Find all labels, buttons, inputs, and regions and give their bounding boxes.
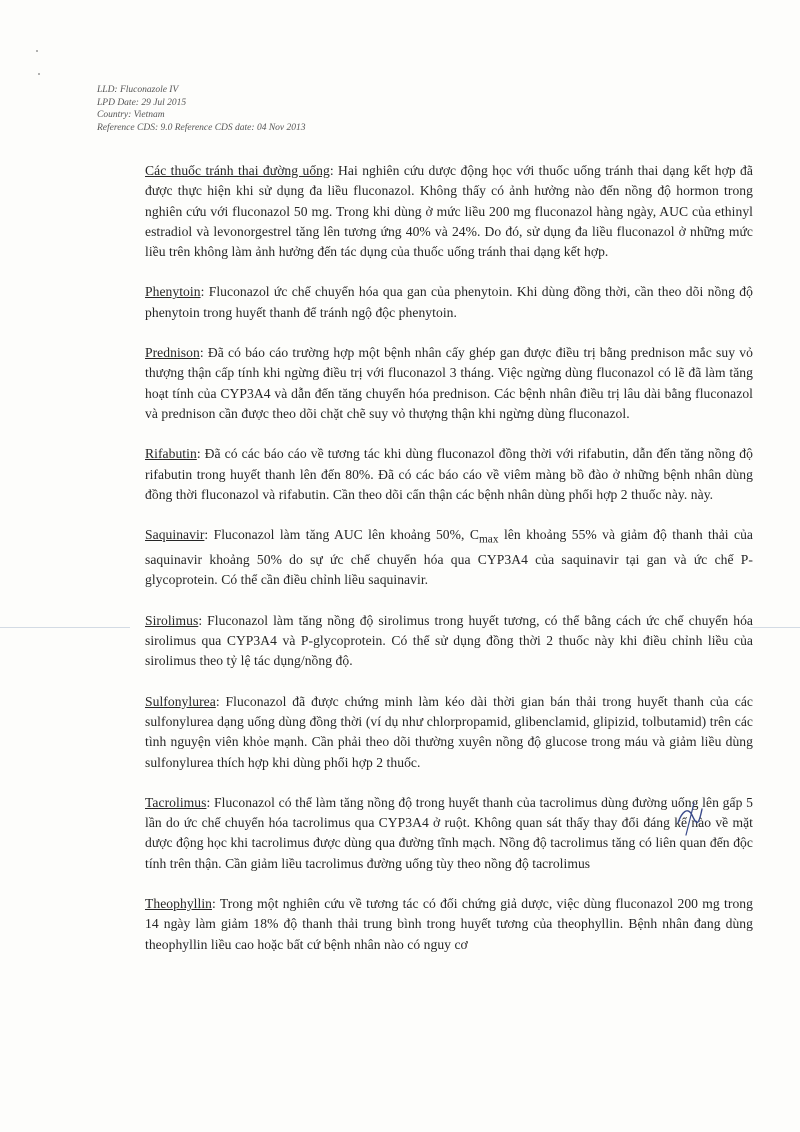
paragraph-saquinavir [145, 525, 753, 591]
handwritten-mark [672, 801, 706, 837]
paragraph-text: : Trong một nghiên cứu về tương tác có đối chứng giả dược, việc dùng fluconazol 200 mg trong 14 ngày làm giảm 18% độ thanh thải trung bình trong huyết tương của theophyllin. Bệnh nhân đang dùng theophyllin liều cao hoặc bất cứ bệnh nhân nào có nguy cơ [145, 896, 753, 952]
paragraph-phenytoin [145, 282, 753, 323]
paragraph-term: Các thuốc tránh thai đường uống [145, 163, 330, 178]
paragraph-term: Prednison [145, 345, 200, 361]
document-header [97, 84, 306, 134]
paragraph-sirolimus [145, 611, 753, 672]
paragraph-text: : Fluconazol đã được chứng minh làm kéo dài thời gian bán thải trong huyết thanh của các sulfonylurea dạng uống dùng đồng thời (ví dụ như chlorpropamid, glibenclamid, glipizid, tolbutamid) trên các tình nguyện viên khỏe mạnh. Cần phải theo dõi thường xuyên nồng độ glucose trong máu và giảm liều dùng sulfonylurea thích hợp khi dùng phối hợp 2 thuốc. [145, 693, 753, 770]
scan-speck [36, 50, 38, 52]
paragraph-rifabutin [145, 444, 753, 505]
scan-artifact-line [0, 627, 130, 628]
paragraph-term: Sirolimus [145, 612, 199, 628]
scan-artifact-line [750, 627, 800, 628]
paragraph-term: Theophyllin [145, 896, 212, 912]
scan-speck [38, 73, 40, 75]
paragraph-theophyllin [145, 894, 753, 955]
paragraph-term: Phenytoin [145, 284, 201, 300]
header-line: LLD: Fluconazole IV [97, 85, 179, 95]
cmax-subscript: max [478, 533, 499, 546]
paragraph-contraceptives [145, 161, 753, 262]
header-line: Country: Vietnam [97, 110, 165, 120]
paragraph-text: : Fluconazol làm tăng AUC lên khoảng 50%, C [204, 527, 479, 543]
paragraph-term: Tacrolimus [145, 794, 207, 810]
paragraph-text: : Đã có các báo cáo về tương tác khi dùng fluconazol đồng thời với rifabutin, dẫn đến tăng nồng độ rifabutin trong huyết thanh lên đến 80%. Đã có các báo cáo về viêm màng bồ đào ở những bệnh nhân dùng đồng thời fluconazol và rifabutin. Cần theo dõi cẩn thận các bệnh nhân dùng phối hợp 2 thuốc này. này. [145, 446, 753, 502]
document-body [145, 161, 753, 975]
paragraph-text: : Đã có báo cáo trường hợp một bệnh nhân cấy ghép gan được điều trị bằng prednison mắc suy vỏ thượng thận cấp tính khi ngừng điều trị với fluconazol 3 tháng. Việc ngừng dùng fluconazol có lẽ đã làm tăng hoạt tính của CYP3A4 và dẫn đến tăng chuyển hóa prednison. Các bệnh nhân điều trị lâu dài bằng fluconazol và prednison cần được theo dõi chặt chẽ suy vỏ thượng thận khi ngừng dùng fluconazol. [145, 345, 753, 421]
paragraph-text: lên khoảng 55% và giảm độ thanh thải của saquinavir khoảng 50% do sự ức chế chuyển hóa qua CYP3A4 của saquinavir tại gan và ức chế P-glycoprotein. Có thể cần điều chỉnh liều saquinavir. [145, 527, 753, 588]
paragraph-prednison [145, 343, 753, 424]
paragraph-text: : Hai nghiên cứu dược động học với thuốc uống tránh thai dạng kết hợp đã được thực hiện khi sử dụng đa liều fluconazol. Không thấy có ảnh hưởng nào đến nồng độ hormon trong nghiên cứu với fluconazol 50 mg. Trong khi dùng ở mức liều 200 mg fluconazol hàng ngày, AUC của ethinyl estradiol và levonorgestrel tăng lên tương ứng 40% và 24%. Do đó, sử dụng đa liều fluconazol ở những mức liều trên không làm ảnh hưởng đến tác dụng của thuốc uống tránh thai dạng kết hợp. [145, 163, 753, 260]
header-line: LPD Date: 29 Jul 2015 [97, 97, 187, 108]
header-line: Reference CDS: 9.0 Reference CDS date: 04 Nov 2013 [97, 122, 306, 133]
paragraph-text: : Fluconazol làm tăng nồng độ sirolimus trong huyết tương, có thể bằng cách ức chế chuyển hóa sirolimus qua CYP3A4 và P-glycoprotein. Có thể sử dụng đồng thời 2 thuốc này khi điều chỉnh liều của sirolimus theo tỷ lệ tác dụng/nồng độ. [145, 612, 753, 669]
paragraph-term: Sulfonylurea [145, 693, 216, 709]
paragraph-term: Saquinavir [145, 527, 205, 543]
paragraph-text: : Fluconazol ức chế chuyển hóa qua gan của phenytoin. Khi dùng đồng thời, cần theo dõi nồng độ phenytoin trong huyết thanh để tránh ngộ độc phenytoin. [145, 284, 753, 320]
paragraph-term: Rifabutin [145, 446, 197, 462]
paragraph-text: : Fluconazol có thể làm tăng nồng độ trong huyết thanh của tacrolimus dùng đường uống lên gấp 5 lần do ức chế chuyển hóa tacrolimus qua CYP3A4 ở ruột. Không quan sát thấy thay đổi đáng kể nào về mặt dược động học khi tacrolimus được dùng qua đường tĩnh mạch. Nồng độ tacrolimus tăng có liên quan đến độc tính trên thận. Cần giảm liều tacrolimus đường uống tùy theo nồng độ tacrolimus [145, 794, 753, 871]
paragraph-tacrolimus [145, 793, 753, 874]
paragraph-sulfonylurea [145, 692, 753, 773]
